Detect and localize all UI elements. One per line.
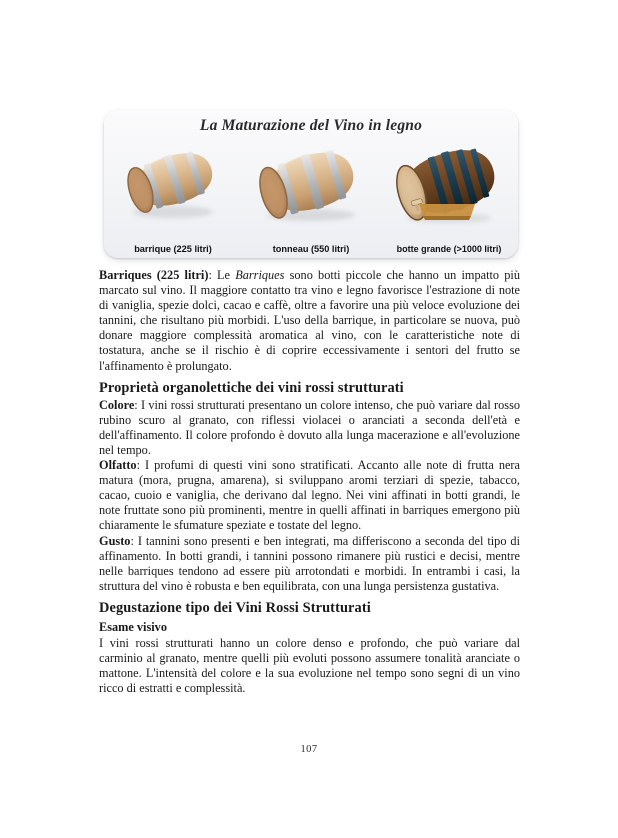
- paragraph-barriques-text-before: : Le: [208, 268, 236, 282]
- heading-proprieta-organolettiche: Proprietà organolettiche dei vini rossi strutturati: [99, 379, 404, 396]
- paragraph-olfatto-lead: Olfatto: [99, 458, 137, 473]
- paragraph-colore: [99, 398, 520, 458]
- botte-grande-barrel-icon: [383, 142, 515, 233]
- paragraph-colore-text: : I vini rossi strutturati presentano un colore intenso, che può variare dal rosso rubino scuro al granato, con riflessi violacei o aranciati a seconda dell'età e dell'affinamento. Il colore profondo è dovuto alla lunga macerazione e all'evoluzione nel tempo.: [99, 397, 520, 457]
- barrique-barrel-icon: [113, 142, 233, 227]
- paragraph-olfatto: [99, 458, 520, 533]
- barrel-item-botte-grande: [380, 138, 518, 258]
- barrel-caption-barrique: barrique (225 litri): [134, 244, 212, 254]
- paragraph-gusto: [99, 534, 520, 594]
- wine-barrel-figure: [104, 110, 518, 258]
- paragraph-olfatto-text: : I profumi di questi vini sono stratificati. Accanto alle note di frutta nera matura (mora, prugna, amarena), si sviluppano aromi terziari di spezie, tabacco, cacao, cuoio e vaniglia, che derivano dal legno. Nei vini affinati in botti grandi, le note fruttate sono più prominenti, mentre in quelli affinati in barriques emergono più chiaramente le sfumature speziate e tostate del legno.: [99, 458, 520, 533]
- paragraph-barriques-lead: Barriques (225 litri): [99, 268, 209, 282]
- tonneau-barrel-icon: [248, 142, 374, 231]
- barrel-item-tonneau: [242, 138, 380, 258]
- figure-title: La Maturazione del Vino in legno: [199, 117, 423, 134]
- barrel-caption-botte-grande: botte grande (>1000 litri): [396, 244, 502, 254]
- paragraph-gusto-lead: Gusto: [99, 533, 131, 548]
- paragraph-colore-lead: Colore: [99, 397, 135, 412]
- page-number: 107: [300, 744, 318, 755]
- barrel-caption-tonneau: tonneau (550 litri): [272, 244, 350, 254]
- document-body: [99, 268, 520, 696]
- subheading-esame-visivo: Esame visivo: [99, 619, 167, 634]
- paragraph-gusto-text: : I tannini sono presenti e ben integrati, ma differiscono a seconda del tipo di affinamento. In botti grandi, i tannini possono rimanere più rustici e decisi, mentre nelle barriques tendono ad essere più arrotondati e morbidi. In entrambi i casi, la struttura del vino è robusta e ben equilibrata, con una lunga persistenza gustativa.: [99, 533, 520, 593]
- paragraph-barriques: [99, 268, 520, 374]
- paragraph-esame-visivo: I vini rossi strutturati hanno un colore denso e profondo, che può variare dal carminio al granato, mentre quelli più evoluti possono assumere tonalità aranciate o mattone. L'intensità del colore e la sua evoluzione nel tempo sono segni di un vino ricco di estratti e complessità.: [99, 635, 520, 696]
- barrel-item-barrique: [104, 138, 242, 258]
- heading-degustazione-tipo: Degustazione tipo dei Vini Rossi Strutturati: [99, 599, 371, 616]
- paragraph-barriques-italic-word: Barriques: [235, 268, 285, 282]
- paragraph-barriques-text-after: sono botti piccole che hanno un impatto più marcato sul vino. Il maggiore contatto tra vino e legno favorisce l'estrazione di note di vaniglia, spezie dolci, cacao e caffè, oltre a favorire una più veloce evoluzione dei tannini, che risultano più morbidi. L'uso della barrique, in particolare se nuova, può donare maggiore complessità aromatica al vino, con le caratteristiche note di tostatura, anche se il rischio è di coprire eccessivamente i sentori del frutto se l'affinamento è prolungato.: [99, 268, 520, 373]
- barrel-row: [104, 138, 518, 258]
